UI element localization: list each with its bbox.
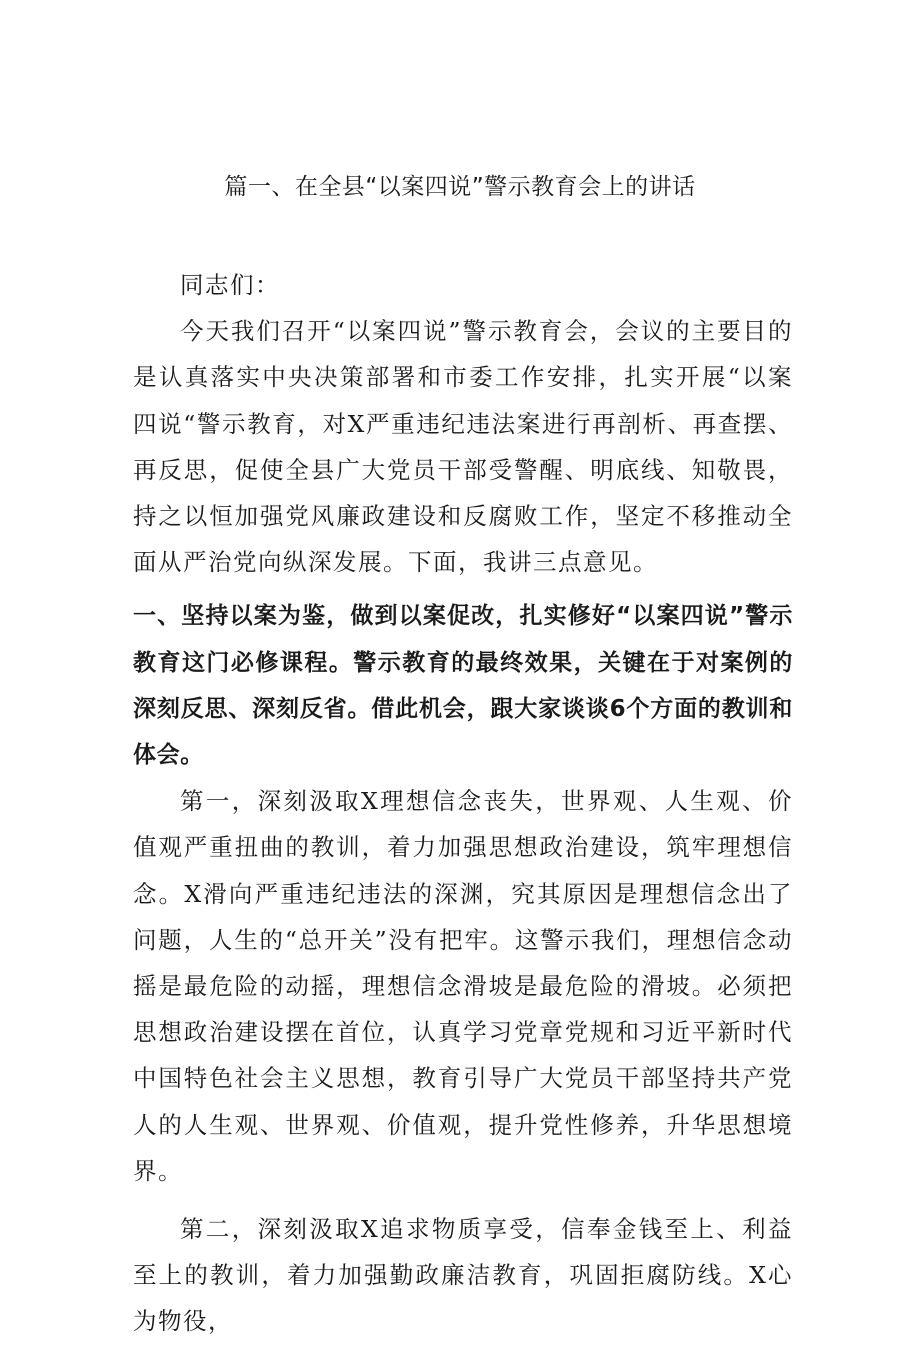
paragraph-first-lesson: 第一，深刻汲取X理想信念丧失，世界观、人生观、价值观严重扭曲的教训，着力加强思想政治建设，筑牢理想信念。X滑向严重违纪违法的深渊，究其原因是理想信念出了问题，人生的“总开关”没有把牢。这警示我们，理想信念动摇是最危险的动摇，理想信念滑坡是最危险的滑坡。必须把思想政治建设摆在首位，认真学习党章党规和习近平新时代中国特色社会主义思想，教育引导广大党员干部坚持共产党人的人生观、世界观、价值观，提升党性修养，升华思想境界。 <box>133 787 793 1185</box>
greeting: 同志们： <box>180 271 280 299</box>
paragraph-intro: 今天我们召开“以案四说”警示教育会，会议的主要目的是认真落实中央决策部署和市委工作安排，扎实开展“以案四说“警示教育，对X严重违纪违法案进行再剖析、再查摆、再反思，促使全县广大党员干部受警醒、明底线、知敬畏，持之以恒加强党风廉政建设和反腐败工作，坚定不移推动全面从严治党向纵深发展。下面，我讲三点意见。 <box>133 317 793 577</box>
section-heading-1: 一、坚持以案为鉴，做到以案促改，扎实修好“以案四说”警示教育这门必修课程。警示教育的最终效果，关键在于对案例的深刻反思、深刻反省。借此机会，跟大家谈谈6个方面的教训和体会。 <box>133 603 793 769</box>
paragraph-second-lesson: 第二，深刻汲取X追求物质享受，信奉金钱至上、利益至上的教训，着力加强勤政廉洁教育，巩固拒腐防线。X心为物役， <box>133 1215 793 1336</box>
document-body <box>133 262 793 1345</box>
document-title: 篇一、在全县“以案四说”警示教育会上的讲话 <box>224 174 696 200</box>
